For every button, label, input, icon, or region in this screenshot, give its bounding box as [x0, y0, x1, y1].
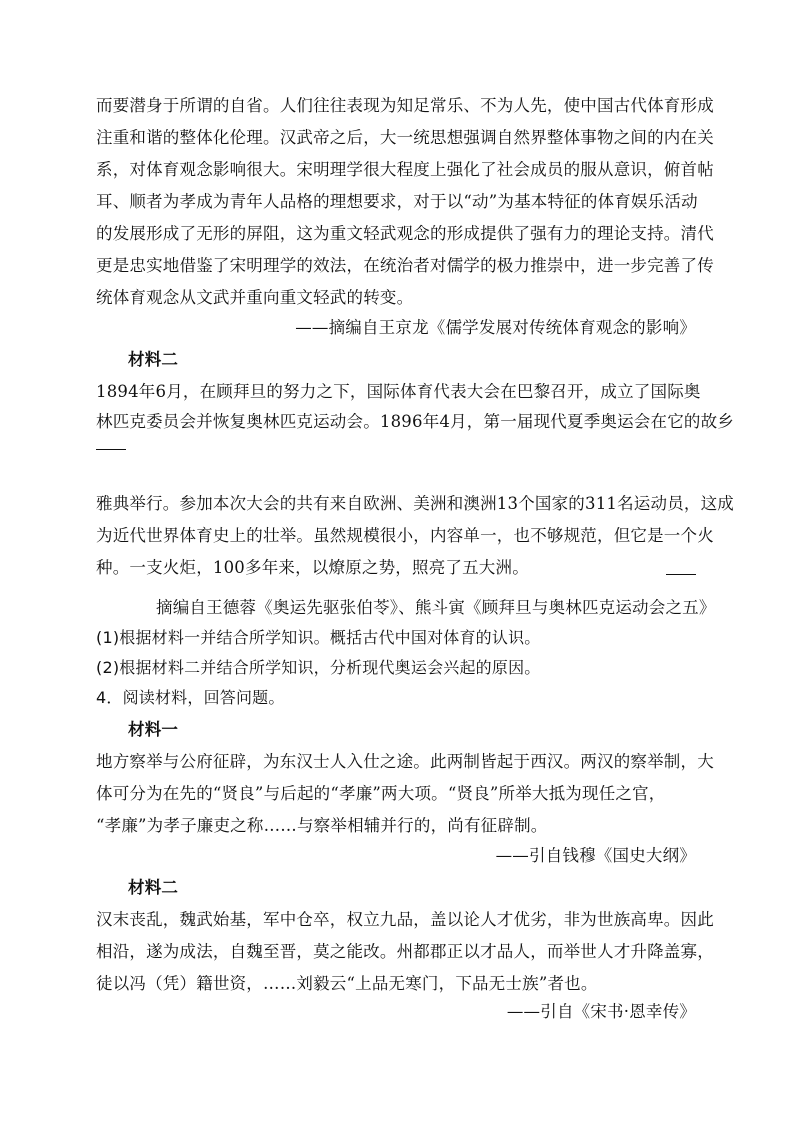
text-line: 雅典举行。参加本次大会的共有来自欧洲、美洲和澳洲13个国家的311名运动员，这成 [96, 494, 734, 513]
text-line: 而要潜身于所谓的自省。人们往往表现为知足常乐、不为人先，使中国古代体育形成 [96, 96, 714, 115]
text-line: 系，对体育观念影响很大。宋明理学很大程度上强化了社会成员的服从意识，俯首帖 [96, 160, 714, 179]
question-item: (2)根据材料二并结合所学知识，分析现代奥运会兴起的原因。 [96, 658, 541, 677]
material-heading: 材料二 [128, 350, 179, 369]
source-citation: ——摘编自王京龙《儒学发展对传统体育观念的影响》 [295, 318, 696, 337]
text-line: 统体育观念从文武并重向重文轻武的转变。 [96, 288, 414, 307]
text-line: 体可分为在先的“贤良”与后起的“孝廉”两大项。“贤良”所举大抵为现任之官， [96, 784, 666, 803]
text-line: 林匹克委员会并恢复奥林匹克运动会。1896年4月，第一届现代夏季奥运会在它的故乡 [96, 412, 734, 431]
text-line: 徒以冯（凭）籍世资，……刘毅云“上品无寒门，下品无士族”者也。 [96, 974, 598, 993]
material-heading: 材料一 [128, 720, 179, 739]
text-line: 相沿，遂为成法，自魏至晋，莫之能改。州都郡正以才品人，而举世人才升降盖寡， [96, 942, 714, 961]
text-line: 的发展形成了无形的屏阻，这为重文轻武观念的形成提供了强有力的理论支持。清代 [96, 224, 714, 243]
text-line: 1894年6月，在顾拜旦的努力之下，国际体育代表大会在巴黎召开，成立了国际奥 [96, 382, 701, 401]
divider-dash [666, 574, 696, 575]
question-stem: 4．阅读材料，回答问题。 [96, 688, 285, 707]
question-item: (1)根据材料一并结合所学知识。概括古代中国对体育的认识。 [96, 628, 541, 647]
text-line: 汉末丧乱，魏武始基，军中仓卒，权立九品，盖以论人才优劣，非为世族高卑。因此 [96, 910, 714, 929]
text-line: 耳、顺者为孝成为青年人品格的理想要求，对于以“动”为基本特征的体育娱乐活动 [96, 192, 698, 211]
text-line: 为近代世界体育史上的壮举。虽然规模很小，内容单一，也不够规范，但它是一个火 [96, 526, 714, 545]
material-heading: 材料二 [128, 878, 179, 897]
text-line: 种。一支火炬，100多年来，以燎原之势，照亮了五大洲。 [96, 558, 529, 577]
text-line: “孝廉”为孝子廉吏之称……与察举相辅并行的，尚有征辟制。 [96, 816, 548, 835]
source-citation: ——引自《宋书·恩幸传》 [506, 1002, 696, 1021]
text-line: 更是忠实地借鉴了宋明理学的效法，在统治者对儒学的极力推崇中，进一步完善了传 [96, 256, 714, 275]
text-line: 注重和谐的整体化伦理。汉武帝之后，大一统思想强调自然界整体事物之间的内在关 [96, 128, 714, 147]
divider-dash [96, 449, 126, 450]
source-citation: ——引自钱穆《国史大纲》 [495, 846, 696, 865]
text-line: 地方察举与公府征辟，为东汉士人入仕之途。此两制皆起于西汉。两汉的察举制，大 [96, 752, 714, 771]
source-citation: 摘编自王德蓉《奥运先驱张伯苓》、熊斗寅《顾拜旦与奥林匹克运动会之五》 [156, 598, 716, 617]
